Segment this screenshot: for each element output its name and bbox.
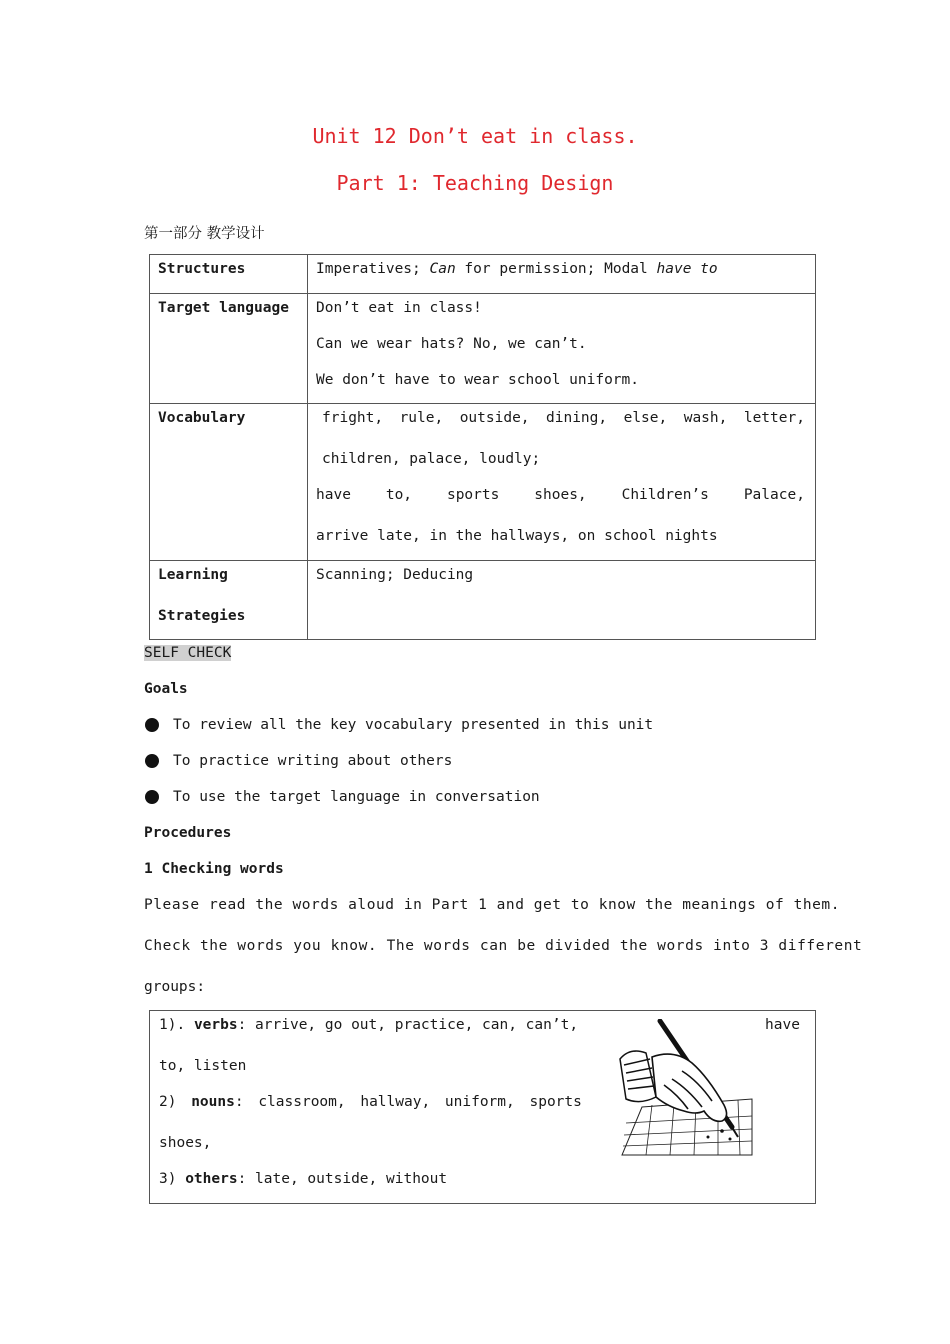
vocab-label: Vocabulary — [158, 410, 246, 426]
word-groups-box — [149, 1010, 816, 1204]
document-title: Unit 12 Don’t eat in class. — [312, 124, 638, 148]
info-table — [149, 254, 816, 640]
verbs-line-2: to, listen — [159, 1058, 247, 1074]
structures-label-cell — [150, 255, 308, 294]
section-heading-cn: 第一部分 教学设计 — [144, 226, 265, 242]
nouns-line-2: shoes, — [159, 1135, 212, 1151]
learning-value: Scanning; Deducing — [316, 567, 474, 583]
verbs-tail: have — [765, 1017, 800, 1033]
target-line: Can we wear hats? No, we can’t. — [316, 336, 587, 352]
learning-value-cell — [308, 561, 816, 640]
paragraph-line: Check the words you know. The words can be divided the words into 3 different — [144, 938, 863, 954]
step1-heading: 1 Checking words — [144, 861, 284, 877]
writing-hand-illustration — [612, 1019, 757, 1159]
goal-item: To use the target language in conversation — [173, 789, 540, 805]
document-subtitle: Part 1: Teaching Design — [336, 171, 614, 195]
verbs-line: 1). verbs: arrive, go out, practice, can, can’t, — [159, 1017, 579, 1033]
bullet-icon — [145, 718, 159, 732]
self-check-heading: SELF CHECK — [144, 645, 232, 661]
target-label: Target language — [158, 300, 289, 316]
goal-item: To practice writing about others — [173, 753, 453, 769]
target-label-cell — [150, 294, 308, 404]
goal-item: To review all the key vocabulary presented in this unit — [173, 717, 654, 733]
learning-label-2: Strategies — [158, 608, 246, 624]
paragraph-line: Please read the words aloud in Part 1 and get to know the meanings of them. — [144, 897, 840, 913]
vocab-line-1: fright, rule, outside, dining, else, wash, letter, — [322, 410, 805, 426]
target-line: We don’t have to wear school uniform. — [316, 372, 640, 388]
goals-heading: Goals — [144, 681, 188, 697]
vocab-line-2: children, palace, loudly; — [322, 451, 541, 467]
structures-value-cell — [308, 255, 816, 294]
target-line: Don’t eat in class! — [316, 300, 482, 316]
learning-label-cell — [150, 561, 308, 640]
structures-label: Structures — [158, 261, 246, 277]
nouns-line: 2) nouns: classroom, hallway, uniform, sports — [159, 1094, 582, 1110]
paragraph-line: groups: — [144, 979, 206, 995]
target-value-cell — [308, 294, 816, 404]
others-line: 3) others: late, outside, without — [159, 1171, 448, 1187]
vocab-line-3: have to, sports shoes, Children’s Palace, — [316, 487, 805, 503]
vocab-line-4: arrive late, in the hallways, on school nights — [316, 528, 718, 544]
structures-value: Imperatives; Can for permission; Modal have to — [316, 261, 718, 277]
procedures-heading: Procedures — [144, 825, 232, 841]
vocab-label-cell — [150, 404, 308, 561]
bullet-icon — [145, 754, 159, 768]
learning-label-1: Learning — [158, 567, 228, 583]
vocab-value-cell — [308, 404, 816, 561]
bullet-icon — [145, 790, 159, 804]
